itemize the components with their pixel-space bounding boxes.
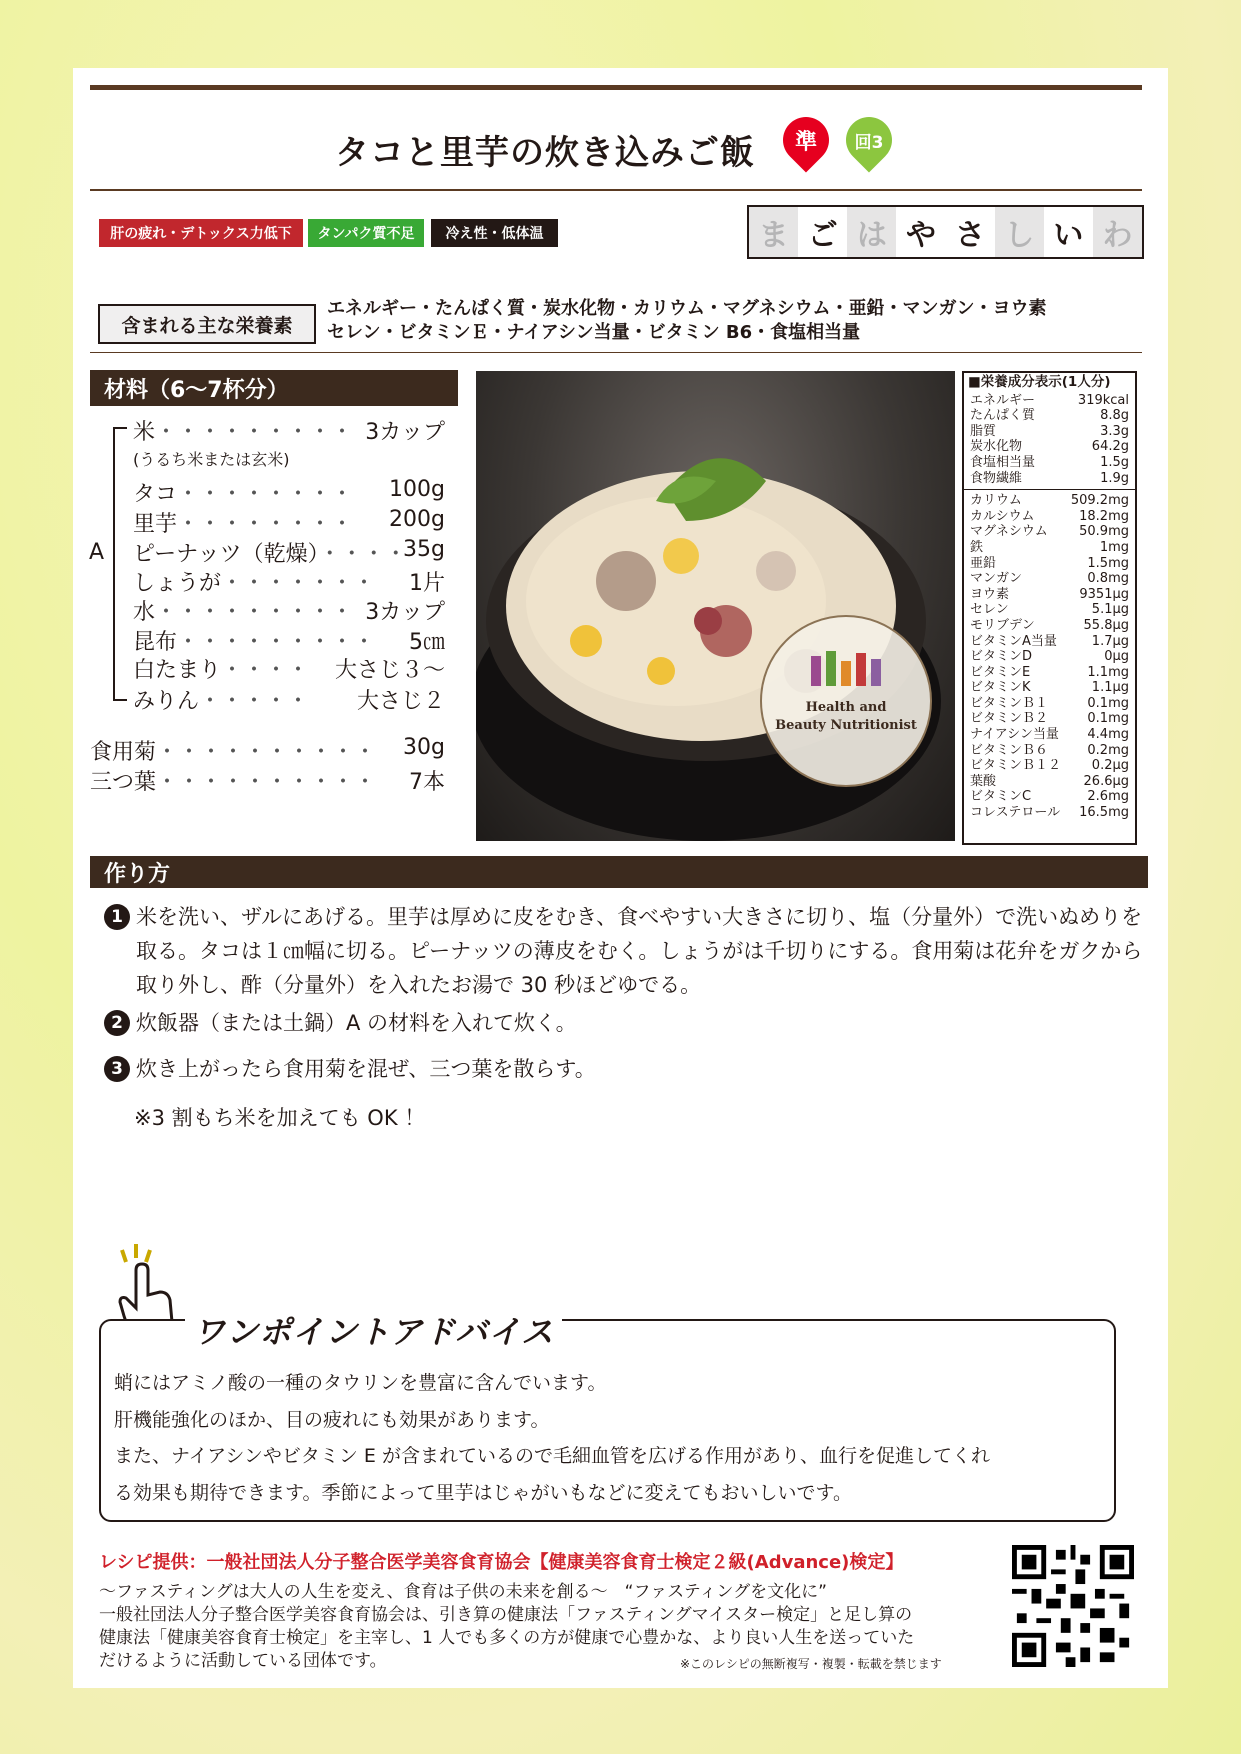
ingredient-name: [133, 684, 309, 715]
ingredient-label: 水: [133, 600, 156, 625]
nutrient-value: 64.2g: [1091, 439, 1129, 455]
ingredient-name: [133, 507, 353, 538]
ingredient-amount: 35g: [403, 537, 445, 562]
nutrition-row: [964, 455, 1135, 471]
leader-dots: ・・・・・・・・・: [155, 420, 354, 445]
ingredient-row-6: [133, 566, 445, 596]
qr-code-icon[interactable]: [1012, 1545, 1134, 1667]
nutrition-row: [964, 789, 1135, 805]
nutrient-name: ビタミンE: [970, 664, 1031, 680]
credit-desc-2: 健康法「健康美容食育士検定」を主宰し、1 人でも多くの方が健康で心豊かな、より良い人生を送っていた: [99, 1628, 915, 1648]
nutrient-name: 亜鉛: [970, 555, 997, 571]
step-2-number: 2: [104, 1010, 130, 1036]
ingredient-name: [133, 477, 353, 508]
magowa-char-4: や: [896, 207, 945, 257]
nutrient-value: 0.2mg: [1087, 742, 1129, 758]
nutrition-row: [964, 587, 1135, 603]
credit-slogan: ～ファスティングは大人の人生を変え、食育は子供の未来を創る～ “ファスティングを文化に”: [99, 1582, 827, 1602]
advice-line-3: また、ナイアシンやビタミン E が含まれているので毛細血管を広げる作用があり、血行を促進してくれ: [114, 1445, 990, 1467]
nutrient-value: 1.7μg: [1091, 633, 1129, 649]
takikomi-gohan-illustration: [476, 371, 955, 841]
logo-line-1: Health and: [805, 700, 887, 715]
magowa-char-8: わ: [1093, 207, 1142, 257]
nutrient-value: 18.2mg: [1079, 508, 1129, 524]
nutrition-row: [964, 393, 1135, 409]
group-a-label: A: [89, 540, 105, 565]
leader-dots: ・・・・・・・: [221, 571, 376, 596]
nutrient-value: 0.1mg: [1087, 695, 1129, 711]
ingredient-row-4: [133, 507, 445, 537]
group-a-bracket: [113, 427, 127, 701]
nutrient-value: 4.4mg: [1087, 727, 1129, 743]
nutrition-row: [964, 743, 1135, 759]
nutrition-row: [964, 680, 1135, 696]
top-rule: [90, 85, 1142, 90]
ingredient-name: [133, 415, 353, 446]
nutrient-value: 1.5g: [1100, 454, 1129, 470]
nutrition-row: [964, 618, 1135, 634]
nutrient-name: ビタミンＢ６: [970, 742, 1049, 758]
nutrition-row: [964, 493, 1135, 509]
nutrient-value: 50.9mg: [1079, 524, 1129, 540]
nutrient-name: ビタミンＢ２: [970, 711, 1049, 727]
ingredient-row-10: [133, 684, 445, 714]
ingredient-row-1: [133, 415, 445, 445]
ingredient-name: [133, 446, 290, 471]
nutrient-name: ビタミンA当量: [970, 633, 1057, 649]
materials-header: 材料（6～7杯分）: [90, 370, 458, 406]
step-3-text: 炊き上がったら食用菊を混ぜ、三つ葉を散らす。: [136, 1057, 596, 1081]
magowa-char-1: ま: [749, 207, 798, 257]
advice-line-1: 蛸にはアミノ酸の一種のタウリンを豊富に含んでいます。: [114, 1372, 607, 1394]
extra-ingredient-row-1: [90, 735, 445, 765]
advice-title: ワンポイントアドバイス: [185, 1307, 562, 1353]
nutrition-row: [964, 649, 1135, 665]
nutrient-name: 食物繊維: [970, 470, 1023, 486]
step-1-number: 1: [104, 904, 130, 930]
nutrients-label: 含まれる主な栄養素: [98, 304, 316, 344]
nutrient-value: 9351μg: [1079, 586, 1129, 602]
nutrient-name: 食塩相当量: [970, 454, 1036, 470]
nutrition-row: [964, 711, 1135, 727]
ingredient-label: タコ: [133, 482, 178, 507]
nutrition-row: [964, 509, 1135, 525]
nutrient-name: ビタミンＢ１: [970, 695, 1049, 711]
leader-dots: ・・・・・: [199, 689, 310, 714]
advice-line-4: る効果も期待できます。季節によって里芋はじゃがいもなどに変えてもおいしいです。: [114, 1482, 852, 1504]
nutrition-group-1: [964, 393, 1135, 487]
nutrient-name: 葉酸: [970, 773, 997, 789]
nutrition-row: [964, 727, 1135, 743]
condition-tag-2: タンパク質不足: [308, 219, 424, 247]
extra-ingredient-row-2: [90, 765, 445, 795]
nutrition-row: [964, 774, 1135, 790]
leader-dots: ・・・・・・・・・: [155, 600, 354, 625]
ingredient-row-9: [133, 653, 445, 683]
ingredient-label: 食用菊: [90, 740, 157, 765]
logo-line-2: Beauty Nutritionist: [775, 718, 917, 733]
nutrition-row: [964, 556, 1135, 572]
nutrient-name: モリブデン: [970, 617, 1035, 633]
ingredient-label: 里芋: [133, 512, 178, 537]
ingredient-amount: 5㎝: [409, 630, 445, 655]
nutrient-value: 1.9g: [1100, 470, 1129, 486]
nutrient-name: セレン: [970, 602, 1009, 618]
title-rule: [90, 189, 1142, 191]
dish-photo: [476, 371, 955, 841]
nutrient-value: 1.1mg: [1087, 664, 1129, 680]
ingredient-label: 白たまり: [133, 658, 222, 683]
nutrients-line-1: エネルギー・たんぱく質・炭水化物・カリウム・マグネシウム・亜鉛・マンガン・ヨウ素: [327, 298, 1047, 319]
nutrient-name: ビタミンC: [970, 789, 1032, 805]
leader-dots: ・・・・・・・・: [177, 512, 354, 537]
nutrient-name: カリウム: [970, 493, 1022, 509]
nutrient-value: 3.3g: [1100, 423, 1129, 439]
nutrition-row: [964, 571, 1135, 587]
nutrient-value: 0μg: [1104, 649, 1129, 665]
nutrient-value: 26.6μg: [1083, 773, 1129, 789]
nutrition-row: [964, 665, 1135, 681]
ingredient-amount: 大さじ３～: [334, 658, 445, 683]
nutrients-line-2: セレン・ビタミンＥ・ナイアシン当量・ビタミン B6・食塩相当量: [327, 322, 861, 343]
nutrient-name: マンガン: [970, 571, 1023, 587]
step-2-text: 炊飯器（または土鍋）A の材料を入れて炊く。: [136, 1011, 577, 1035]
nutrient-name: 鉄: [970, 539, 984, 555]
condition-tag-3: 冷え性・低体温: [431, 219, 558, 247]
advice-line-2: 肝機能強化のほか、目の疲れにも効果があります。: [114, 1409, 550, 1431]
nutrient-name: たんぱく質: [970, 408, 1036, 424]
step-3-number: 3: [104, 1056, 130, 1082]
ingredient-amount: 7本: [409, 770, 445, 795]
nutrient-value: 1.5mg: [1087, 555, 1129, 571]
badge-jun: 準: [773, 107, 838, 172]
ingredient-amount: 100g: [389, 477, 445, 502]
leader-dots: ・・・・: [318, 542, 407, 567]
nutrient-name: カルシウム: [970, 508, 1035, 524]
magowa-char-2: ご: [798, 207, 847, 257]
nutrition-row: [964, 602, 1135, 618]
nutrient-value: 0.1mg: [1087, 711, 1129, 727]
magowa-char-3: は: [847, 207, 896, 257]
nutrition-row: [964, 471, 1135, 487]
ingredient-row-7: [133, 595, 445, 625]
nutrition-row: [964, 524, 1135, 540]
nutrition-group-2: [964, 493, 1135, 820]
nutrient-name: マグネシウム: [970, 524, 1048, 540]
ingredient-name: [133, 625, 375, 656]
nutrition-row: [964, 408, 1135, 424]
leader-dots: ・・・・・・・・・・: [156, 740, 377, 765]
nutrient-name: コレステロール: [970, 805, 1061, 821]
step-2: [104, 1006, 1144, 1040]
magowayasashii-box: [747, 205, 1144, 259]
nutrition-row: [964, 696, 1135, 712]
recipe-title: タコと里芋の炊き込みご飯: [335, 133, 755, 173]
nutrients-rule: [90, 352, 1142, 353]
copyright-note: ※このレシピの無断複写・複製・転載を禁じます: [680, 1657, 942, 1671]
nutrition-divider: [964, 489, 1135, 490]
step-3: [104, 1052, 1144, 1086]
leader-dots: ・・・・・・・・・: [177, 630, 376, 655]
ingredient-label: 三つ葉: [90, 770, 157, 795]
ingredient-row-2: [133, 446, 445, 476]
nutrition-row: [964, 634, 1135, 650]
nutrition-facts-box: [962, 371, 1137, 845]
ingredient-amount: 3カップ: [365, 420, 445, 445]
nutrition-row: [964, 805, 1135, 821]
step-1: [104, 900, 1144, 1002]
ingredient-label: (うるち米または玄米): [133, 450, 290, 469]
nutrient-name: ビタミンＢ１２: [970, 758, 1062, 774]
badge-kai3: 回3: [836, 107, 901, 172]
leader-dots: ・・・・・・・・: [177, 482, 354, 507]
nutrient-value: 509.2mg: [1070, 493, 1129, 509]
step-1-text: 米を洗い、ザルにあげる。里芋は厚めに皮をむき、食べやすい大きさに切り、塩（分量外）で洗いぬめりを取る。タコは１㎝幅に切る。ピーナッツの薄皮をむく。しょうがは千切りにする。食用菊は花弁をガクから取り外し、酢（分量外）を入れたお湯で 30 秒ほどゆでる。: [136, 905, 1143, 997]
nutrient-name: 炭水化物: [970, 439, 1023, 455]
nutrient-value: 2.6mg: [1087, 789, 1129, 805]
method-note: ※3 割もち米を加えても OK ！: [134, 1106, 426, 1130]
nutrient-value: 319kcal: [1077, 392, 1129, 408]
ingredient-label: ピーナッツ（乾燥）: [133, 542, 319, 567]
ingredient-row-3: [133, 477, 445, 507]
ingredient-name: [133, 595, 353, 626]
ingredient-amount: 1片: [409, 571, 445, 596]
nutrient-value: 0.8mg: [1087, 571, 1129, 587]
ingredient-label: 米: [133, 420, 156, 445]
ingredient-name: [90, 765, 376, 796]
leader-dots: ・・・・・・・・・・: [156, 770, 377, 795]
ingredient-label: みりん: [133, 689, 200, 714]
magowa-char-5: さ: [946, 207, 995, 257]
ingredient-name: [90, 735, 376, 766]
method-header: 作り方: [90, 856, 1148, 888]
ingredient-amount: 大さじ２: [356, 689, 445, 714]
nutrient-name: エネルギー: [970, 392, 1036, 408]
nutrient-value: 55.8μg: [1083, 617, 1129, 633]
leader-dots: ・・・・: [221, 658, 310, 683]
magowa-char-7: い: [1044, 207, 1093, 257]
nutrition-row: [964, 424, 1135, 440]
ingredient-amount: 30g: [403, 735, 445, 760]
ingredient-name: [133, 653, 309, 684]
nutrient-value: 1.1μg: [1091, 680, 1129, 696]
credit-provider: レシピ提供：一般社団法人分子整合医学美容食育協会【健康美容食育士検定２級(Advance)検定】: [99, 1552, 904, 1573]
ingredient-name: [133, 566, 375, 597]
ingredient-amount: 200g: [389, 507, 445, 532]
condition-tag-1: 肝の疲れ・デトックス力低下: [99, 219, 303, 247]
ingredient-name: [133, 537, 407, 568]
nutrient-name: ヨウ素: [970, 586, 1010, 602]
nutrient-name: ビタミンD: [970, 649, 1033, 665]
credit-desc-3: だけるように活動している団体です。: [99, 1651, 387, 1671]
ingredient-label: 昆布: [133, 630, 178, 655]
nutrient-value: 8.8g: [1100, 408, 1129, 424]
nutrient-value: 5.1μg: [1091, 602, 1129, 618]
nutrient-value: 0.2μg: [1091, 758, 1129, 774]
credit-desc-1: 一般社団法人分子整合医学美容食育協会は、引き算の健康法「ファスティングマイスター検定」と足し算の: [99, 1605, 913, 1625]
nutrient-name: ナイアシン当量: [970, 727, 1059, 743]
nutrients-list: [327, 297, 1046, 345]
ingredient-label: しょうが: [133, 571, 222, 596]
nutrient-value: 16.5mg: [1079, 805, 1129, 821]
nutrition-header: ■栄養成分表示(1人分): [968, 374, 1111, 390]
nutrient-name: 脂質: [970, 423, 997, 439]
magowa-char-6: し: [995, 207, 1044, 257]
nutrition-row: [964, 540, 1135, 556]
ingredient-amount: 3カップ: [365, 600, 445, 625]
nutrition-row: [964, 439, 1135, 455]
nutrient-value: 1mg: [1099, 539, 1129, 555]
nutrient-name: ビタミンK: [970, 680, 1031, 696]
ingredient-row-5: [133, 537, 445, 567]
ingredient-row-8: [133, 625, 445, 655]
nutrition-row: [964, 758, 1135, 774]
